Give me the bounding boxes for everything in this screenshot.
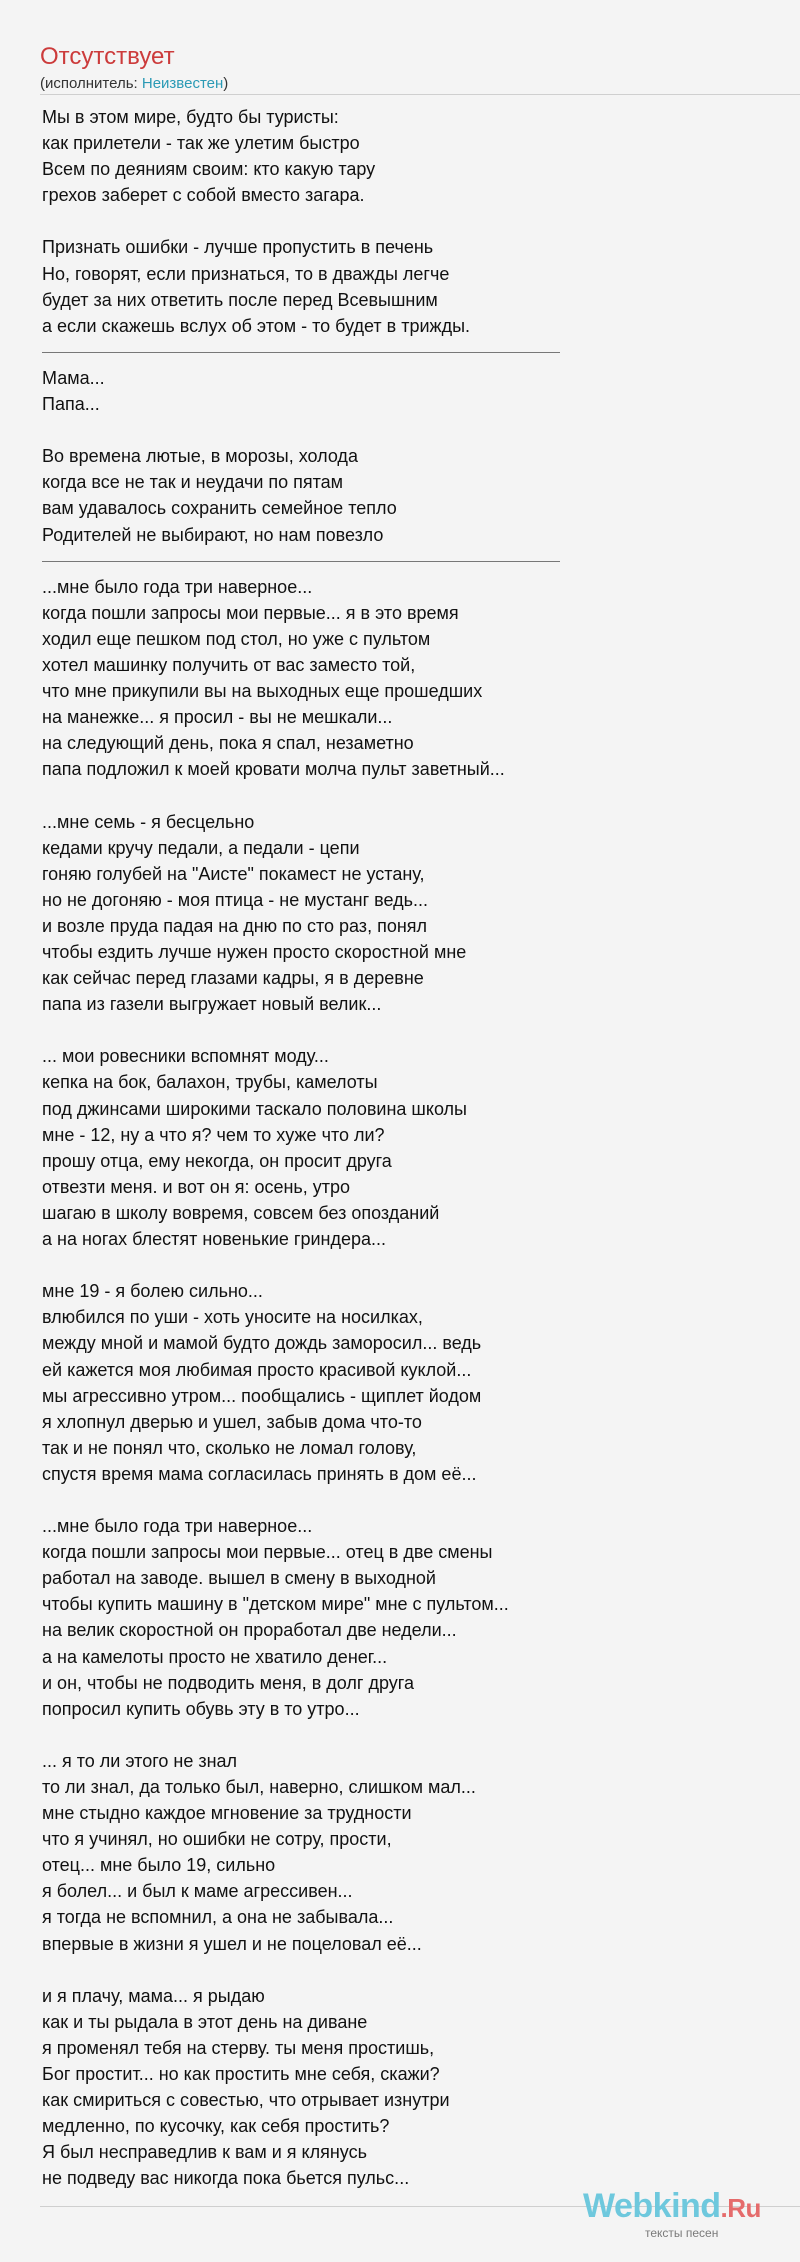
lyric-line: я тогда не вспомнил, а она не забывала... bbox=[42, 1907, 394, 1928]
lyric-line: когда пошли запросы мои первые... я в это время bbox=[42, 602, 459, 623]
lyric-line: но не догоняю - моя птица - не мустанг ведь... bbox=[42, 889, 429, 910]
lyric-line: мне стыдно каждое мгновение за трудности bbox=[42, 1803, 412, 1824]
lyric-line: чтобы купить машину в "детском мире" мне с пультом... bbox=[42, 1594, 509, 1615]
logo-wordmark bbox=[583, 2186, 761, 2228]
lyric-line: не подведу вас никогда пока бьется пульс... bbox=[42, 2168, 410, 2189]
blank-line bbox=[42, 1017, 762, 1043]
lyric-line: Во времена лютые, в морозы, холода bbox=[42, 446, 358, 467]
lyric-line: Но, говорят, если признаться, то в дважды легче bbox=[42, 263, 450, 284]
lyric-line: я променял тебя на стерву. ты меня простишь, bbox=[42, 2037, 435, 2058]
webkind-logo[interactable] bbox=[583, 2186, 783, 2242]
lyric-line: кедами кручу педали, а педали - цепи bbox=[42, 837, 360, 858]
lyric-line: и возле пруда падая на дню по сто раз, понял bbox=[42, 915, 428, 936]
artist-prefix: (исполнитель: bbox=[40, 75, 142, 92]
lyric-line: гоняю голубей на "Аисте" покамест не устану, bbox=[42, 863, 425, 884]
logo-tld: .Ru bbox=[720, 2193, 761, 2223]
lyric-line: будет за них ответить после перед Всевышним bbox=[42, 289, 438, 310]
lyric-line: Мы в этом мире, будто бы туристы: bbox=[42, 107, 339, 127]
song-header bbox=[40, 42, 800, 94]
lyric-line: на манежке... я просил - вы не мешкали... bbox=[42, 707, 393, 728]
lyric-line: Я был несправедлив к вам и я клянусь bbox=[42, 2142, 367, 2163]
lyric-line: я хлопнул дверью и ушел, забыв дома что-то bbox=[42, 1411, 422, 1432]
lyric-line: спустя время мама согласилась принять в дом её... bbox=[42, 1463, 477, 1484]
lyric-line: мне 19 - я болею сильно... bbox=[42, 1281, 263, 1302]
blank-line bbox=[42, 417, 762, 443]
lyrics-body bbox=[42, 104, 762, 2192]
lyric-line: как прилетели - так же улетим быстро bbox=[42, 133, 360, 154]
verse-separator bbox=[42, 548, 762, 574]
lyric-line: ... мои ровесники вспомнят моду... bbox=[42, 1046, 329, 1067]
lyric-line: мне - 12, ну а что я? чем то хуже что ли? bbox=[42, 1124, 385, 1145]
lyric-line: ...мне было года три наверное... bbox=[42, 1516, 313, 1537]
lyric-line: я болел... и был к маме агрессивен... bbox=[42, 1881, 353, 1902]
lyric-line: ходил еще пешком под стол, но уже с пультом bbox=[42, 628, 431, 649]
lyric-line: попросил купить обувь эту в то утро... bbox=[42, 1698, 360, 1719]
lyric-line: между мной и мамой будто дождь заморосил... ведь bbox=[42, 1333, 482, 1354]
verse-separator bbox=[42, 339, 762, 365]
lyric-line: что я учинял, но ошибки не сотру, прости, bbox=[42, 1829, 392, 1850]
lyric-line: чтобы ездить лучше нужен просто скоростной мне bbox=[42, 942, 467, 962]
lyric-line: впервые в жизни я ушел и не поцеловал её... bbox=[42, 1933, 422, 1954]
lyric-line: папа подложил к моей кровати молча пульт заветный... bbox=[42, 759, 505, 780]
lyric-line: ... я то ли этого не знал bbox=[42, 1750, 238, 1771]
blank-line bbox=[42, 1252, 762, 1278]
lyric-line: Родителей не выбирают, но нам повезло bbox=[42, 524, 384, 545]
lyric-line: прошу отца, ему некогда, он просит друга bbox=[42, 1150, 392, 1171]
lyric-line: а на камелоты просто не хватило денег... bbox=[42, 1646, 388, 1667]
blank-line bbox=[42, 782, 762, 808]
lyric-line: и я плачу, мама... я рыдаю bbox=[42, 1985, 265, 2006]
song-title: Отсутствует bbox=[40, 43, 175, 70]
lyric-line: кепка на бок, балахон, трубы, камелоты bbox=[42, 1072, 378, 1093]
lyric-line: Папа... bbox=[42, 394, 100, 415]
lyric-line: как смириться с совестью, что отрывает изнутри bbox=[42, 2090, 450, 2111]
lyric-line: грехов заберет с собой вместо загара. bbox=[42, 185, 365, 206]
lyric-line: как и ты рыдала в этот день на диване bbox=[42, 2011, 368, 2032]
lyric-line: и он, чтобы не подводить меня, в долг друга bbox=[42, 1672, 414, 1693]
lyric-line: Бог простит... но как простить мне себя, скажи? bbox=[42, 2064, 440, 2085]
lyric-line: ...мне семь - я бесцельно bbox=[42, 811, 255, 832]
lyric-line: а на ногах блестят новенькие гриндера... bbox=[42, 1229, 387, 1250]
lyric-line: Признать ошибки - лучше пропустить в печень bbox=[42, 237, 434, 258]
lyric-line: работал на заводе. вышел в смену в выходной bbox=[42, 1568, 436, 1589]
lyric-line: папа из газели выгружает новый велик... bbox=[42, 994, 382, 1015]
logo-subtitle: тексты песен bbox=[645, 2226, 719, 2240]
header-divider bbox=[40, 94, 800, 95]
lyric-line: хотел машинку получить от вас заместо той, bbox=[42, 654, 416, 675]
lyric-line: шагаю в школу вовремя, совсем без опозданий bbox=[42, 1202, 440, 1223]
blank-line bbox=[42, 1722, 762, 1748]
artist-link[interactable]: Неизвестен bbox=[141, 75, 224, 92]
lyric-line: отец... мне было 19, сильно bbox=[42, 1855, 276, 1876]
lyric-line: мы агрессивно утром... пообщались - щиплет йодом bbox=[42, 1385, 482, 1406]
lyric-line: отвезти меня. и вот он я: осень, утро bbox=[42, 1176, 351, 1197]
lyric-line: на велик скоростной он проработал две недели... bbox=[42, 1620, 457, 1641]
lyric-line: а если скажешь вслух об этом - то будет в трижды. bbox=[42, 315, 471, 336]
lyric-line: ей кажется моя любимая просто красивой куклой... bbox=[42, 1359, 472, 1380]
lyric-line: что мне прикупили вы на выходных еще прошедших bbox=[42, 681, 483, 702]
blank-line bbox=[42, 1957, 762, 1983]
artist-line bbox=[40, 74, 800, 94]
lyric-line: когда пошли запросы мои первые... отец в две смены bbox=[42, 1542, 493, 1563]
blank-line bbox=[42, 1487, 762, 1513]
lyric-line: Всем по деяниям своим: кто какую тару bbox=[42, 159, 376, 180]
lyric-line: под джинсами широкими таскало половина школы bbox=[42, 1098, 467, 1119]
lyric-line: как сейчас перед глазами кадры, я в деревне bbox=[42, 968, 424, 989]
lyric-line: вам удавалось сохранить семейное тепло bbox=[42, 498, 397, 519]
lyric-line: когда все не так и неудачи по пятам bbox=[42, 472, 344, 493]
lyric-line: то ли знал, да только был, наверно, слишком мал... bbox=[42, 1777, 476, 1797]
artist-suffix: ) bbox=[223, 75, 229, 92]
lyric-line: на следующий день, пока я спал, незаметно bbox=[42, 733, 414, 754]
blank-line bbox=[42, 208, 762, 234]
lyric-line: Мама... bbox=[42, 367, 105, 388]
lyric-line: ...мне было года три наверное... bbox=[42, 576, 313, 597]
lyric-line: так и не понял что, сколько не ломал голову, bbox=[42, 1437, 417, 1458]
logo-main-text: Webkind bbox=[583, 2187, 721, 2225]
lyric-line: медленно, по кусочку, как себя простить? bbox=[42, 2116, 390, 2137]
lyric-line: влюбился по уши - хоть уносите на носилках, bbox=[42, 1307, 423, 1328]
